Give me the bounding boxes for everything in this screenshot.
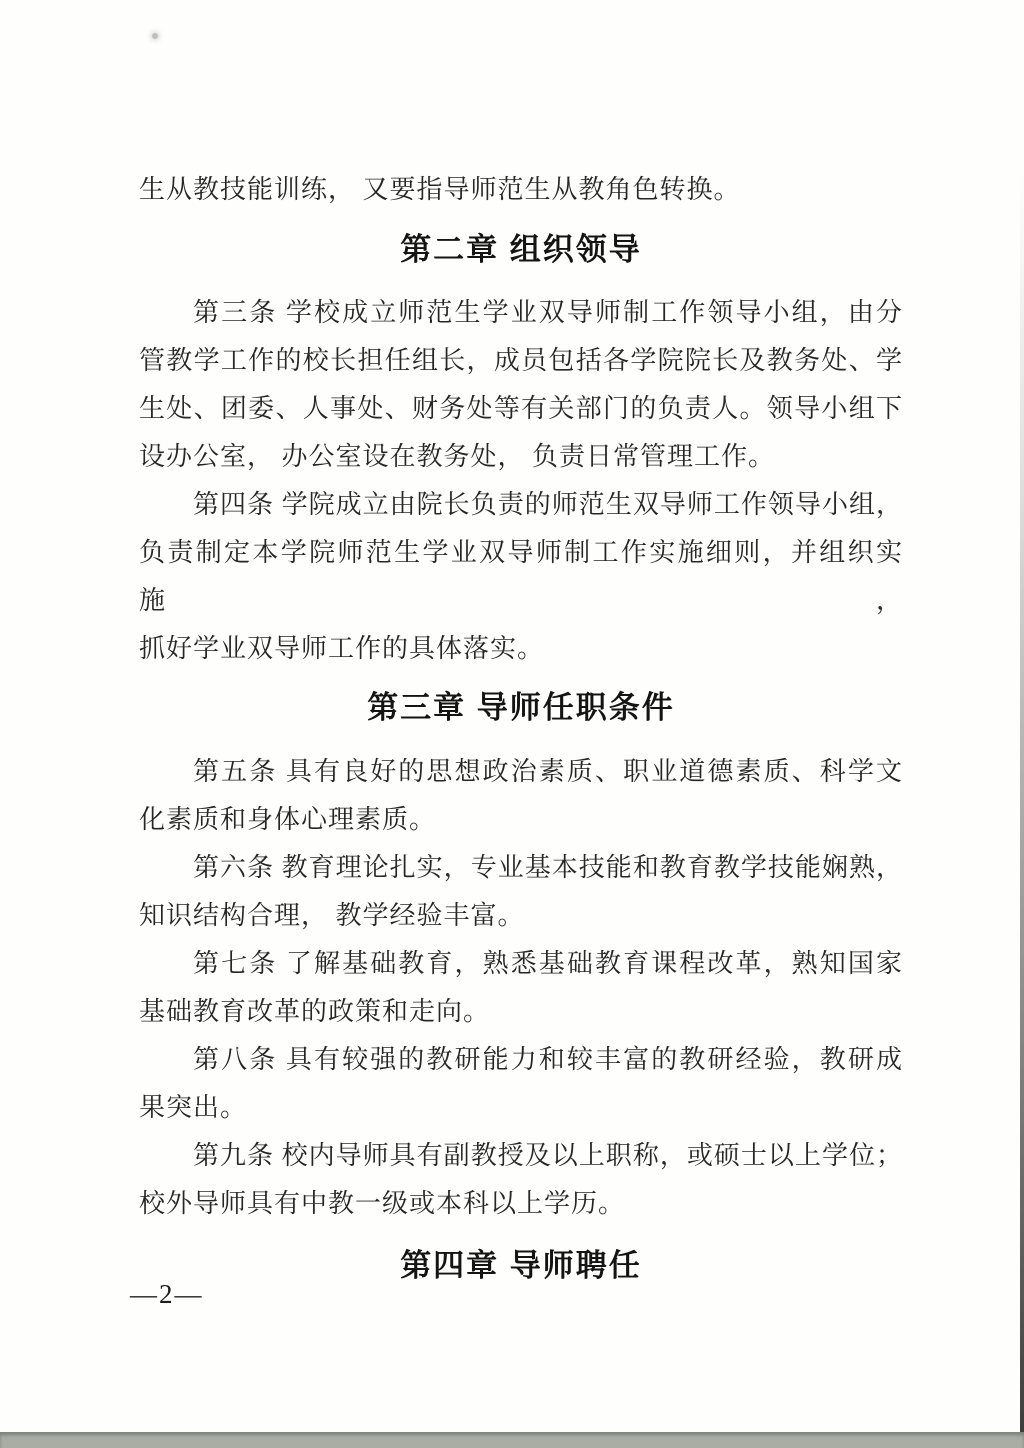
text-line: 果突出。 xyxy=(139,1093,248,1122)
text-line: 化素质和身体心理素质。 xyxy=(139,805,437,834)
text-line: 管教学工作的校长担任组长，成员包括各学院院长及教务处、学 xyxy=(139,346,903,375)
text-line-article-8: 第八条 具有较强的教研能力和较丰富的教研经验，教研成 xyxy=(193,1045,903,1074)
page-number: —2— xyxy=(130,1279,204,1309)
text-line: 设办公室， 办公室设在教务处， 负责日常管理工作。 xyxy=(139,442,776,471)
text-line: 负责制定本学院师范生学业双导师制工作实施细则，并组织实施， xyxy=(139,538,903,615)
text-line-article-6: 第六条 教育理论扎实，专业基本技能和教育教学技能娴熟， xyxy=(193,853,903,882)
text-line: 校外导师具有中教一级或本科以上学历。 xyxy=(139,1189,626,1218)
text-line: 生从教技能训练， 又要指导师范生从教角色转换。 xyxy=(139,175,741,204)
text-line-article-9: 第九条 校内导师具有副教授及以上职称，或硕士以上学位； xyxy=(193,1141,903,1170)
text-line-article-3: 第三条 学校成立师范生学业双导师制工作领导小组，由分 xyxy=(193,298,903,327)
text-line-article-5: 第五条 具有良好的思想政治素质、职业道德素质、科学文 xyxy=(193,757,903,786)
text-line: 知识结构合理， 教学经验丰富。 xyxy=(139,901,525,930)
text-line: 生处、团委、人事处、财务处等有关部门的负责人。领导小组下 xyxy=(139,394,903,423)
chapter-heading-organization-leadership: 第二章 组织领导 xyxy=(400,232,642,267)
page-edge-bottom-band xyxy=(0,1432,1024,1448)
chapter-heading-mentor-qualifications: 第三章 导师任职条件 xyxy=(367,690,675,725)
text-line: 基础教育改革的政策和走向。 xyxy=(139,997,491,1026)
chapter-heading-mentor-appointment: 第四章 导师聘任 xyxy=(400,1248,642,1283)
text-line-article-4: 第四条 学院成立由院长负责的师范生双导师工作领导小组， xyxy=(193,490,903,519)
text-line-article-7: 第七条 了解基础教育，熟悉基础教育课程改革，熟知国家 xyxy=(193,949,903,978)
page-edge-right-shadow xyxy=(1020,0,1024,1448)
document-content xyxy=(139,0,903,1290)
text-line: 抓好学业双导师工作的具体落实。 xyxy=(139,634,545,663)
